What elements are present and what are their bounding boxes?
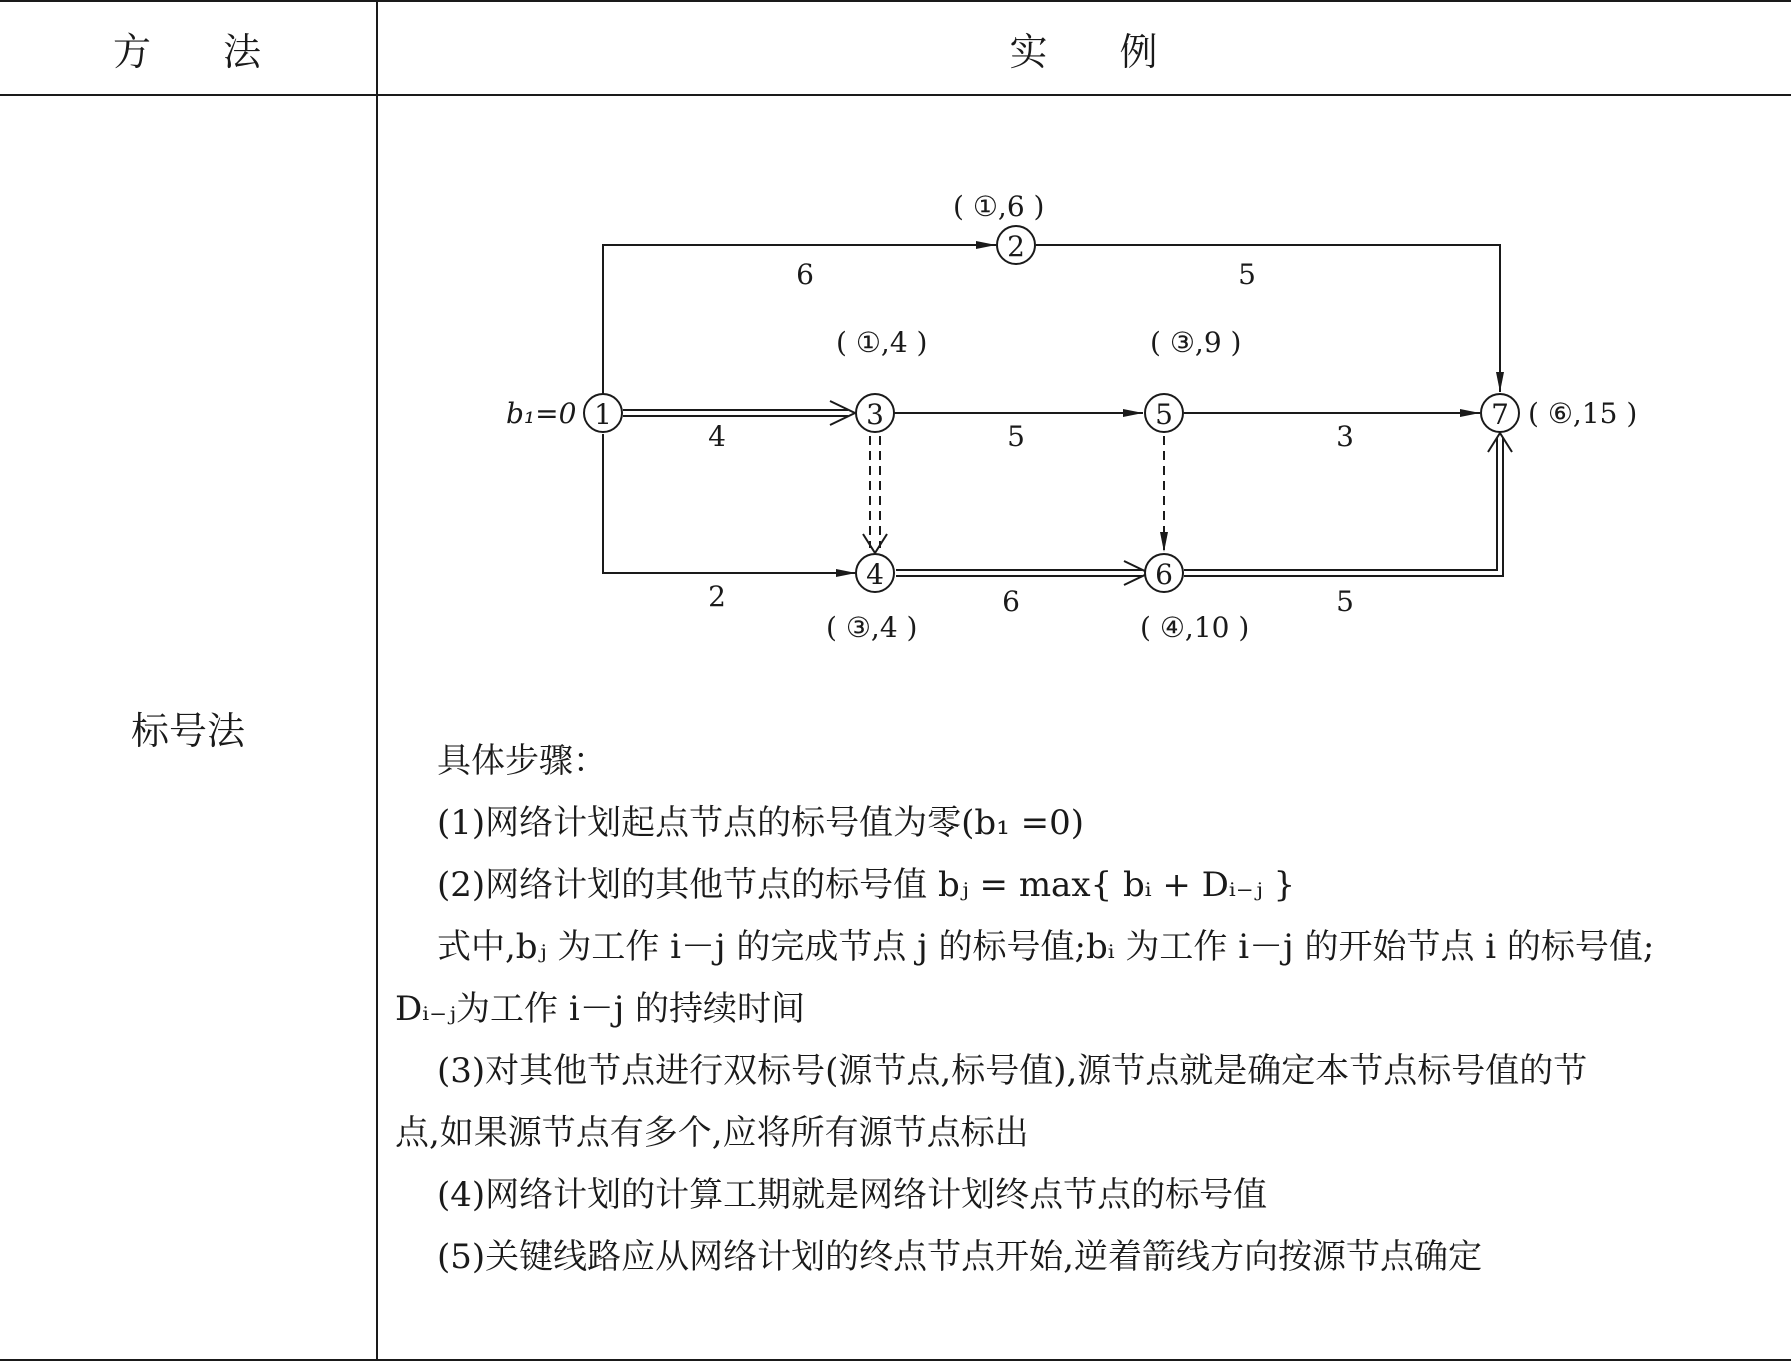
- step-2-note-line-2: Dᵢ₋ⱼ为工作 i－j 的持续时间: [395, 989, 806, 1029]
- steps-section: [395, 730, 1775, 1288]
- start-label: b₁=0: [506, 397, 577, 430]
- step-3-line-2: 点,如果源节点有多个,应将所有源节点标出: [395, 1113, 1029, 1153]
- dummy-arrow-3-4: [863, 436, 887, 553]
- duration-1-4: 2: [708, 580, 726, 613]
- duration-1-3: 4: [708, 420, 726, 453]
- method-name: 标号法: [130, 709, 245, 753]
- duration-2-7: 5: [1238, 258, 1256, 291]
- node-5-number: 5: [1155, 398, 1173, 431]
- node-2-label: ( ①,6 ): [953, 190, 1045, 223]
- step-3-line-1: (3)对其他节点进行双标号(源节点,标号值),源节点就是确定本节点标号值的节: [437, 1051, 1588, 1091]
- node-4: [856, 554, 894, 592]
- step-5: (5)关键线路应从网络计划的终点节点开始,逆着箭线方向按源节点确定: [437, 1237, 1482, 1277]
- header-method-char-2: 法: [223, 29, 264, 74]
- arrow-1-4: [603, 434, 856, 573]
- node-7-label: ( ⑥,15 ): [1528, 397, 1638, 430]
- header-example: [378, 0, 1791, 96]
- node-1: [584, 394, 622, 432]
- arrow-2-7: [1036, 245, 1500, 392]
- node-5: [1145, 394, 1183, 432]
- node-6-number: 6: [1155, 558, 1173, 591]
- header-method-char-1: 方: [112, 29, 153, 74]
- duration-1-2: 6: [796, 258, 814, 291]
- network-diagram: [378, 96, 1791, 696]
- duration-3-5: 5: [1007, 420, 1025, 453]
- duration-6-7: 5: [1336, 585, 1354, 618]
- node-2-number: 2: [1007, 230, 1025, 263]
- node-6-label: ( ④,10 ): [1140, 611, 1250, 644]
- node-5-label: ( ③,9 ): [1150, 326, 1242, 359]
- arrow-4-6-critical: [896, 561, 1149, 585]
- node-3-number: 3: [866, 398, 884, 431]
- arrow-6-7-critical: [1184, 433, 1512, 576]
- header-method: [0, 0, 376, 96]
- step-2-note-line-1: 式中,bⱼ 为工作 i－j 的完成节点 j 的标号值;bᵢ 为工作 i－j 的开始节点 i 的标号值;: [437, 927, 1655, 967]
- header-example-char-1: 实: [1009, 29, 1050, 74]
- steps-title: 具体步骤：: [437, 741, 607, 781]
- node-1-number: 1: [594, 398, 612, 431]
- node-4-number: 4: [866, 558, 884, 591]
- node-3-label: ( ①,4 ): [836, 326, 928, 359]
- node-6: [1145, 554, 1183, 592]
- header-example-char-2: 例: [1119, 29, 1160, 74]
- node-3: [856, 394, 894, 432]
- node-2: [997, 226, 1035, 264]
- duration-4-6: 6: [1002, 585, 1020, 618]
- duration-5-7: 3: [1336, 420, 1354, 453]
- node-7: [1481, 394, 1519, 432]
- step-2: (2)网络计划的其他节点的标号值 bⱼ = max{ bᵢ + Dᵢ₋ⱼ }: [437, 865, 1296, 905]
- step-1: (1)网络计划起点节点的标号值为零(b₁ =0): [437, 803, 1085, 843]
- node-4-label: ( ③,4 ): [826, 611, 918, 644]
- node-7-number: 7: [1491, 398, 1509, 431]
- step-4: (4)网络计划的计算工期就是网络计划终点节点的标号值: [437, 1175, 1268, 1215]
- arrow-1-3-critical: [623, 401, 855, 425]
